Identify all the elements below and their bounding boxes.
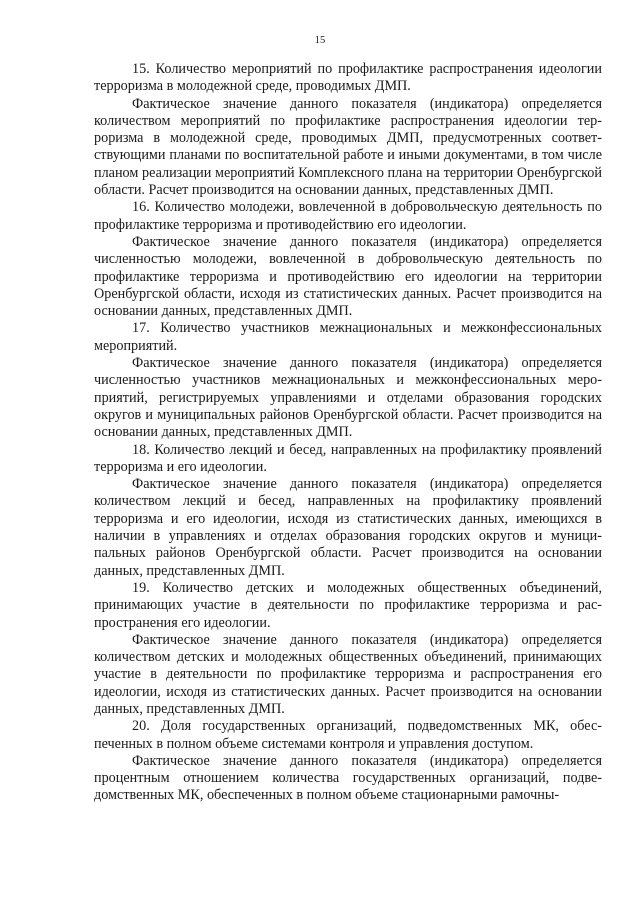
paragraph-item-19-description: Фактическое значение данного показателя (индикатора) определяется количеством детских и молодежных общественных объединений, принимающих участие в деятельности по профилактике терроризма и распространения его идеологии, исходя из статистических данных. Расчет производится на основании данных, представленных ДМП.: [94, 631, 602, 717]
paragraph-item-20-description: Фактическое значение данного показателя (индикатора) определяется процентным отношением количества государственных организаций, подведомственных МК, обеспеченных в полном объеме стационарными рамочны-: [94, 752, 602, 804]
paragraph-item-16-heading: 16. Количество молодежи, вовлеченной в добровольческую деятельность по профилактике терроризма и противодействию его идеологии.: [94, 199, 602, 233]
document-body: [94, 61, 602, 805]
paragraph-item-18-heading: 18. Количество лекций и бесед, направленных на профилактику проявлений терроризма и его идеологии.: [94, 441, 602, 475]
paragraph-item-16-description: Фактическое значение данного показателя (индикатора) определяется численностью молодежи, вовлеченной в добровольческую деятельность по профилактике терроризма и противодействию его идеологии на территории Оренбургской области, исходя из статистических данных. Расчет производится на основании данных, представленных ДМП.: [94, 233, 602, 320]
paragraph-item-17-heading: 17. Количество участников межнациональных и межконфессиональных мероприятий.: [94, 320, 602, 354]
paragraph-item-15-heading: 15. Количество мероприятий по профилактике распространения идеологии терроризма в молодежной среде, проводимых ДМП.: [94, 61, 602, 95]
paragraph-item-19-heading: 19. Количество детских и молодежных общественных объединений, принимающих участие в деятельности по профилактике терроризма и распространения его идеологии.: [94, 579, 602, 631]
paragraph-item-15-description: Фактическое значение данного показателя (индикатора) определяется количеством мероприятий по профилактике распространения идеологии терроризма в молодежной среде, проводимых ДМП, предусмотренных соответствующими планами по воспитательной работе и иными документами, в том числе планом реализации мероприятий Комплексного плана на территории Оренбургской области. Расчет производится на основании данных, представленных ДМП.: [94, 95, 602, 199]
paragraph-item-20-heading: 20. Доля государственных организаций, подведомственных МК, обеспеченных в полном объеме системами контроля и управления доступом.: [94, 718, 602, 752]
page-number: 15: [314, 35, 326, 46]
paragraph-item-17-description: Фактическое значение данного показателя (индикатора) определяется численностью участников межнациональных и межконфессиональных мероприятий, регистрируемых управлениями и отделами образования городских округов и муниципальных районов Оренбургской области. Расчет производится на основании данных, представленных ДМП.: [94, 355, 602, 441]
paragraph-item-18-description: Фактическое значение данного показателя (индикатора) определяется количеством лекций и бесед, направленных на профилактику проявлений терроризма и его идеологии, исходя из статистических данных, имеющихся в наличии в управлениях и отделах образования городских округов и муниципальных районов Оренбургской области. Расчет производится на основании данных, представленных ДМП.: [94, 476, 602, 579]
